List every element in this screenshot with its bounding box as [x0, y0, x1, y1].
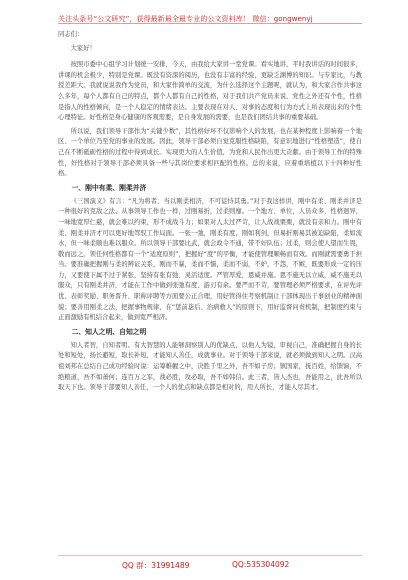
qq-group: QQ 群：31991489 [122, 561, 190, 570]
body-paragraph: 《三国演义》有言：“凡为将者，当以刚柔相济，不可徒恃其勇。”对于我这样讲，刚中有柔、刚柔并济是一种很好的克敌之法。从事领导工作也一样，过刚易折，过柔则靡。一个地方、单位，人员众多，性格迥异，一味地宽厚仁慈，就会难以约束，形不成战斗力；如果对人太过严苛，让人战战栗栗，就没有亲和力。刚中有柔、刚柔并济才可以更好地驾驭工作局面。一张一弛，刚柔有度，刚如利剑，但易折刚易其被迫缺陷，柔如流水，但一味柔顺也难以服众。所以领导干部要比武，就会政令不通，带不好队伍；过柔，则会使人望而生畏，敬而远之。领任何性格都有一个“适度原则”，把握好“度”的平衡，才能使管理顺畅而有效。而刚就需要勇于担当。要准确把握刚与柔的辨证关系，刚而不暴，柔而不懦，柔而不弱，不妒，不怨，不嫉，既要形成一定的压力，又要使下属不过于紧张，坚持有张有弛、灵活适度。严管厚爱，恩威并施。恩不施无以立威，威不施无以服众，只有刚柔并济，才能在工作中做到张弛有度、游刃有余。要严而不苛，要管理必须严格要求，在评先评优、表彰奖励、职务晋升、职称评聘等方面要公正合理，用好管得住考察机制让干部体现出干事创业的精神面貌；要善用刚柔之法，把握事物规律，在“惩前毖后、治病救人”的原则下，用好监督问责机制，把制度约束与正面激励有机结合起来，做到宽严相济。 [58, 197, 362, 322]
body-paragraph: 按照市委中心组学习计划统一安排，今天，由我给大家讲一堂党课。看实地讲，平时我讲话的时间很多，讲课的机会极少，特别是党课。既没有资深的阅历，也没有丰富的经验，更缺乏渊博的知识。与专家比，与教授差距大。我就说说我作为党员，和大家作简单的交流，为什么选择这个主题呢，就认为，和大家合作共事这么多年，每个人都有自己的特点，都个人都有自己的性格，对于我们共产党员来说，党性之外还有个性，性格是指人的性格倾向，是一个人稳定的情绪表达。主要表现在对人、对事的态度和行为方式上所表现出来的个性心理特征。好性格是身心健康的客观需要，是自身发展的需要，也是我们团结共事的重要基础。 [58, 61, 362, 122]
document-body [58, 30, 362, 397]
footer-divider [58, 555, 362, 556]
wechat-id: 微信：gongwenyj [252, 15, 313, 23]
header-divider [58, 23, 362, 24]
section-heading: 二、知人之明、自知之明 [71, 327, 147, 336]
section-heading: 一、刚中有柔、刚柔并济 [71, 183, 147, 192]
greeting: 大家好！ [70, 44, 96, 52]
salutation: 同志们： [58, 31, 84, 38]
promo-text: 关注头条号“公文研究”，获得最新最全最专业的公文资料库！ [58, 15, 251, 23]
body-paragraph: 知人者智，自知者明。有大智慧的人能够洞察别人的优缺点，以他人为镜，审视自己，准确把握自身的长处和短处，扬长避短，取长补短，才能知人善任，成就事业。对于领导干部来说，就必须做到知人之明。汉高祖刘邦在总结自己成功经验时说：运筹帷幄之中，决胜千里之外，吾不如子房；镇国家，抚百姓，给馈饷，不绝粮道，吾不如萧何；连百万之军，战必胜，攻必取，吾不如韩信。此三者，皆人杰也，吾能用之，此吾所以取天下也。领导干部要知人善任，一个人的优点和缺点都是相对的，用人所长，才能人尽其才。 [58, 341, 362, 392]
qq-number: QQ:535304092 [232, 560, 290, 569]
body-paragraph: 所以说，我们领导干部作为“关键少数”，其性格好坏不仅影响个人的发展，也在某种程度上影响着一个地区、一个单位乃至党的事业的发展。因此，领导干部必须自觉克服性格缺陷，有意识地进行“性格塑造”，使自己在不断砥砺性格的过程中得到成长。实现更大的人生价值，为党和人民作出更大贡献。由于领导工作的特殊性，好性格对于领导干部必须具备一些与其岗位要求相匹配的性格。总的来说，应着重培植以下十四种好性格。 [58, 127, 362, 178]
